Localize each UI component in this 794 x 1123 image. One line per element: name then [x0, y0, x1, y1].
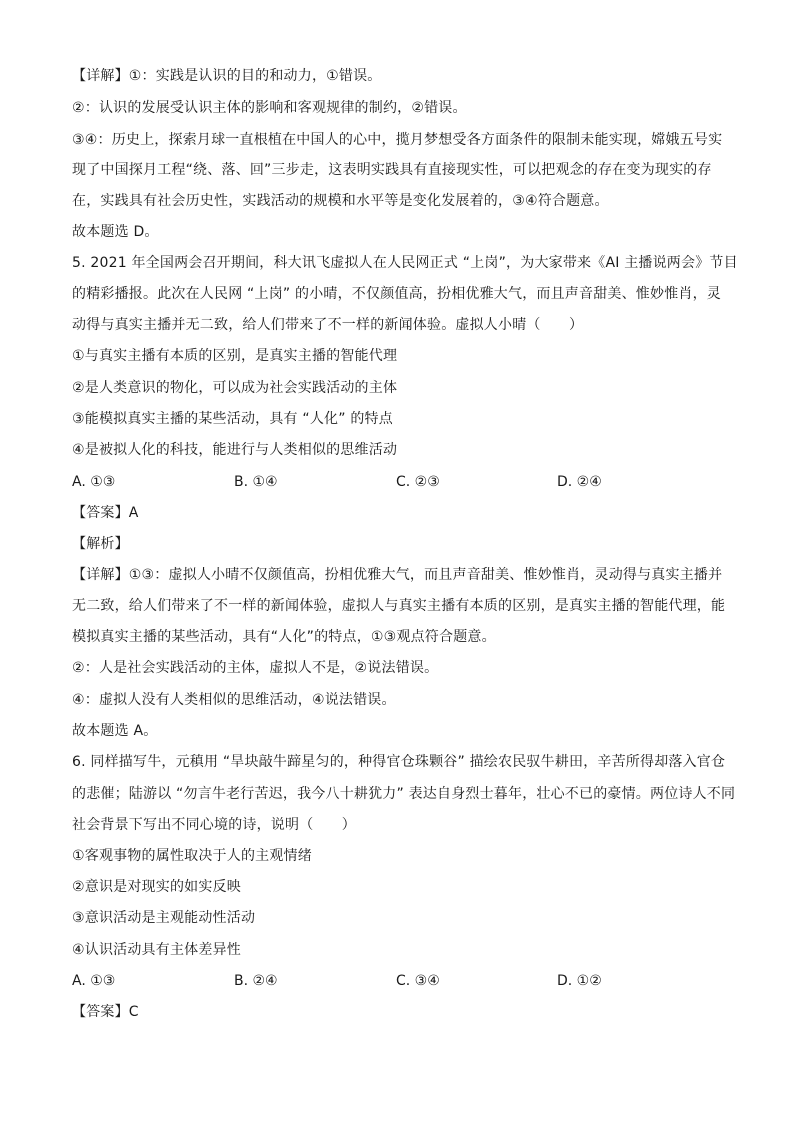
q5-stem-line-3: 动得与真实主播并无二致，给人们带来了不一样的新闻体验。虚拟人小晴（ ）	[72, 317, 584, 333]
q5-option-b: B. ①④	[234, 474, 278, 490]
q5-statement-1: ①与真实主播有本质的区别，是真实主播的智能代理	[72, 348, 398, 364]
q6-stem-line-2: 的悲催；陆游以 “勿言牛老行苦迟，我今八十耕犹力” 表达自身烈士暮年，壮心不已的豪情。两位诗人不同	[72, 786, 736, 802]
q5-explanation-line-4: ②：人是社会实践活动的主体，虚拟人不是，②说法错误。	[72, 660, 439, 676]
q6-option-c: C. ③④	[396, 973, 440, 989]
q4-explanation-line-2: ②：认识的发展受认识主体的影响和客观规律的制约，②错误。	[72, 100, 467, 116]
q6-stem-line-3: 社会背景下写出不同心境的诗，说明（ ）	[72, 817, 356, 833]
q5-stem-line-2: 的精彩播报。此次在人民网 “上岗” 的小晴，不仅颜值高，扮相优雅大气，而且声音甜美、惟妙惟肖，灵	[72, 286, 722, 302]
q6-answer: 【答案】C	[72, 1004, 139, 1020]
q6-statement-4: ④认识活动具有主体差异性	[72, 942, 241, 958]
q4-explanation-line-4: 现了中国探月工程“绕、落、回”三步走，这表明实践具有直接现实性，可以把观念的存在变为现实的存	[72, 162, 712, 178]
q5-option-a: A. ①③	[72, 474, 116, 490]
q5-analysis-label: 【解析】	[72, 536, 129, 552]
q6-statement-1: ①客观事物的属性取决于人的主观情绪	[72, 848, 312, 864]
q5-answer: 【答案】A	[72, 505, 139, 521]
q6-statement-2: ②意识是对现实的如实反映	[72, 879, 241, 895]
q5-conclusion: 故本题选 A。	[72, 723, 158, 739]
q5-explanation-line-3: 模拟真实主播的某些活动，具有“人化”的特点，①③观点符合题意。	[72, 629, 496, 645]
q4-conclusion: 故本题选 D。	[72, 224, 159, 240]
q4-explanation-line-1: 【详解】①：实践是认识的目的和动力，①错误。	[72, 68, 382, 84]
q6-option-d: D. ①②	[557, 973, 602, 989]
q5-explanation-line-2: 无二致，给人们带来了不一样的新闻体验，虚拟人与真实主播有本质的区别，是真实主播的智能代理，能	[72, 598, 726, 614]
q4-explanation-line-5: 在，实践具有社会历史性，实践活动的规模和水平等是变化发展着的，③④符合题意。	[72, 193, 609, 209]
q5-stem-line-1: 5. 2021 年全国两会召开期间，科大讯飞虚拟人在人民网正式 “上岗”，为大家带来《AI 主播说两会》节目	[72, 255, 738, 271]
q6-option-a: A. ①③	[72, 973, 116, 989]
q5-statement-2: ②是人类意识的物化，可以成为社会实践活动的主体	[72, 380, 398, 396]
q5-explanation-line-1: 【详解】①③：虚拟人小晴不仅颜值高，扮相优雅大气，而且声音甜美、惟妙惟肖，灵动得与真实主播并	[72, 567, 723, 583]
q5-explanation-line-5: ④：虚拟人没有人类相似的思维活动，④说法错误。	[72, 692, 396, 708]
q5-option-c: C. ②③	[396, 474, 440, 490]
q5-statement-3: ③能模拟真实主播的某些活动，具有 “人化” 的特点	[72, 411, 393, 427]
q6-option-b: B. ②④	[234, 973, 278, 989]
q4-explanation-line-3: ③④：历史上，探索月球一直根植在中国人的心中，揽月梦想受各方面条件的限制未能实现，嫦娥五号实	[72, 132, 723, 148]
q6-statement-3: ③意识活动是主观能动性活动	[72, 910, 256, 926]
q5-option-d: D. ②④	[557, 474, 602, 490]
q5-statement-4: ④是被拟人化的科技，能进行与人类相似的思维活动	[72, 442, 398, 458]
q6-stem-line-1: 6. 同样描写牛，元稹用 “旱块敲牛蹄星匀的，种得官仓珠颗谷” 描绘农民驭牛耕田，辛苦所得却落入官仓	[72, 754, 726, 770]
